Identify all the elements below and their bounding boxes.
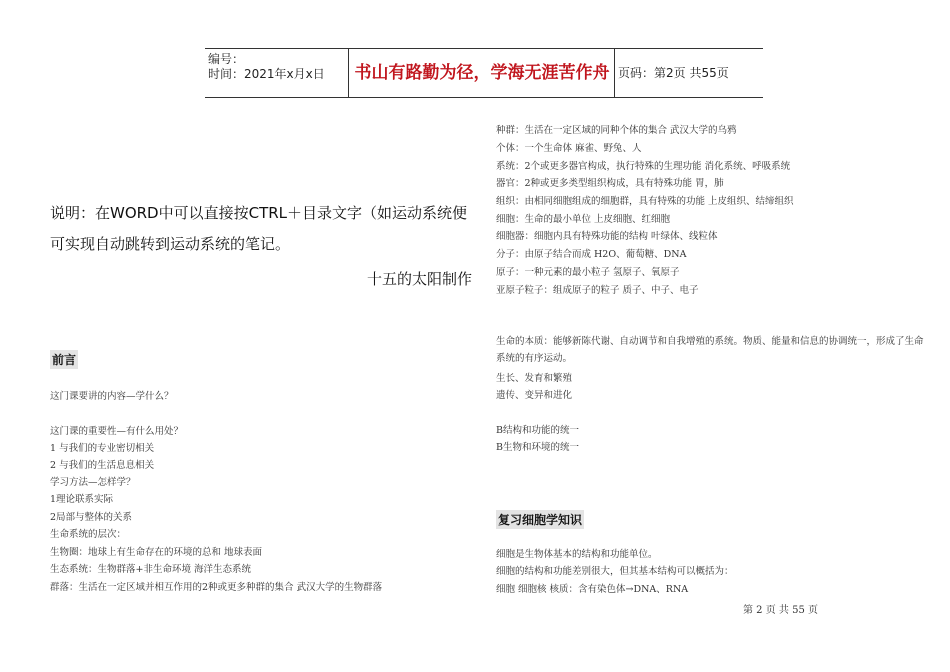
header-divider xyxy=(614,49,615,97)
time-label: 时间：2021年x月x日 xyxy=(208,67,325,81)
text-line: 2 与我们的生活息息相关 xyxy=(50,460,155,471)
text-line: 生命系统的层次： xyxy=(50,529,127,540)
text-line: 种群：生活在一定区域的同种个体的集合 武汉大学的乌鸦 xyxy=(496,125,737,136)
text-line: 生物圈：地球上有生命存在的环境的总和 地球表面 xyxy=(50,547,263,558)
text-line: 这门课的重要性—有什么用处？ xyxy=(50,426,184,437)
text-line: 生态系统：生物群落+非生命环境 海洋生态系统 xyxy=(50,564,251,575)
text-line: B生物和环境的统一 xyxy=(496,442,579,453)
text-line: 组织：由相同细胞组成的细胞群，具有特殊的功能 上皮组织、结缔组织 xyxy=(496,196,794,207)
section-heading-preface: 前言 xyxy=(50,350,78,369)
text-line: 遗传、变异和进化 xyxy=(496,390,573,401)
text-line: 2局部与整体的关系 xyxy=(50,512,133,523)
text-line: 群落：生活在一定区域并相互作用的2种或更多种群的集合 武汉大学的生物群落 xyxy=(50,582,383,593)
header-page-info: 页码：第2页 共55页 xyxy=(618,66,729,80)
header-meta xyxy=(208,52,348,96)
text-line: 器官：2种或更多类型组织构成，具有特殊功能 胃，肺 xyxy=(496,178,724,189)
section-heading-cell-review: 复习细胞学知识 xyxy=(496,510,584,529)
text-line: B结构和功能的统一 xyxy=(496,425,579,436)
header-divider xyxy=(348,49,349,97)
author-signature: 十五的太阳制作 xyxy=(366,270,472,288)
description-text: 说明：在WORD中可以直接按CTRL＋目录文字（如运动系统便可实现自动跳转到运动系统的笔记。 xyxy=(50,204,468,253)
page-header xyxy=(205,48,763,98)
text-line: 分子：由原子结合而成 H2O、葡萄糖、DNA xyxy=(496,249,687,260)
text-line: 1理论联系实际 xyxy=(50,494,114,505)
text-line: 学习方法—怎样学？ xyxy=(50,477,136,488)
header-motto: 书山有路勤为径，学海无涯苦作舟 xyxy=(354,63,610,83)
life-essence-paragraph: 生命的本质：能够新陈代谢、自动调节和自我增殖的系统。物质、能量和信息的协调统一，形成了生命系统的有序运动。 xyxy=(496,336,924,364)
text-line: 细胞 细胞核 核质：含有染色体→DNA、RNA xyxy=(496,584,689,595)
text-line: 细胞器：细胞内具有特殊功能的结构 叶绿体、线粒体 xyxy=(496,231,718,242)
text-line: 1 与我们的专业密切相关 xyxy=(50,443,155,454)
text-line: 细胞的结构和功能差别很大，但其基本结构可以概括为： xyxy=(496,566,734,577)
text-line: 细胞：生命的最小单位 上皮细胞、红细胞 xyxy=(496,214,671,225)
text-line: 亚原子粒子：组成原子的粒子 质子、中子、电子 xyxy=(496,285,699,296)
text-line: 原子：一种元素的最小粒子 氢原子、氧原子 xyxy=(496,267,680,278)
text-line: 生长、发育和繁殖 xyxy=(496,373,573,384)
text-line: 这门课要讲的内容—学什么？ xyxy=(50,391,174,402)
text-line: 系统：2个或更多器官构成，执行特殊的生理功能 消化系统、呼吸系统 xyxy=(496,161,791,172)
page-footer: 第 2 页 共 55 页 xyxy=(743,605,818,616)
text-line: 细胞是生物体基本的结构和功能单位。 xyxy=(496,549,658,560)
text-line: 个体：一个生命体 麻雀、野兔、人 xyxy=(496,143,642,154)
number-label: 编号： xyxy=(208,52,245,66)
